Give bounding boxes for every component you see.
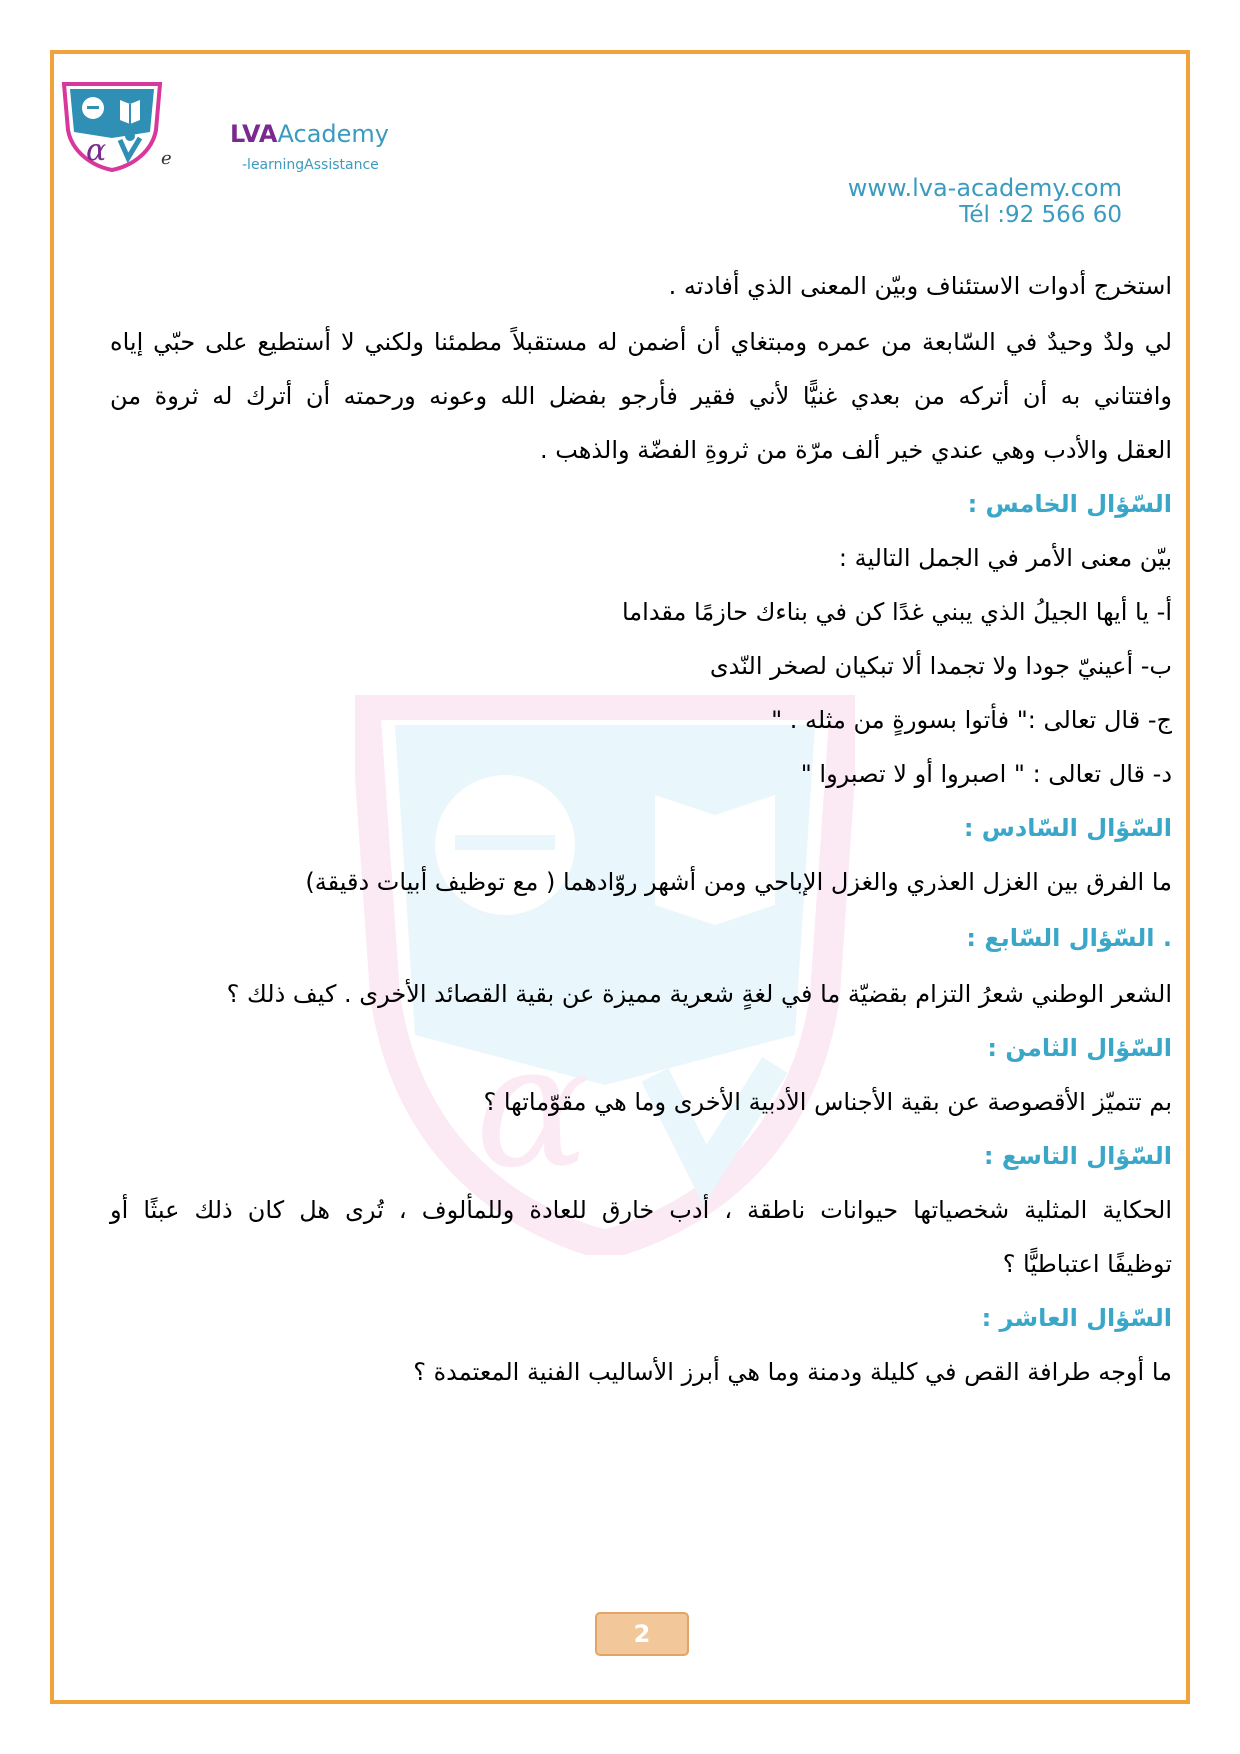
heading-question-10: السّؤال العاشر : (981, 1304, 1172, 1332)
heading-question-5: السّؤال الخامس : (967, 490, 1172, 518)
line-12: بم تتميّز الأقصوصة عن بقية الأجناس الأدبية الأخرى وما هي مقوّماتها ؟ (483, 1088, 1172, 1116)
line-15: ما أوجه طرافة القص في كليلة ودمنة وما هي أبرز الأساليب الفنية المعتمدة ؟ (413, 1358, 1172, 1386)
line-11: الشعر الوطني شعرُ التزام بقضيّة ما في لغةٍ شعرية مميزة عن بقية القصائد الأخرى . كيف ذلك ؟ (226, 980, 1172, 1008)
line-8: ج- قال تعالى :" فأتوا بسورةٍ من مثله . " (771, 706, 1172, 734)
brand-academy: Academy (277, 120, 389, 148)
page-number: 2 (595, 1612, 689, 1656)
line-10: ما الفرق بين الغزل العذري والغزل الإباحي ومن أشهر روّادهما ( مع توظيف أبيات دقيقة) (305, 868, 1172, 896)
brand-tagline: -learningAssistance (242, 157, 379, 173)
lva-academy-logo (58, 80, 166, 172)
brand-name (230, 120, 389, 148)
svg-text:α: α (86, 133, 107, 168)
heading-question-8: السّؤال الثامن : (987, 1034, 1172, 1062)
heading-question-6: السّؤال السّادس : (963, 814, 1172, 842)
line-14: توظيفًا اعتباطيًّا ؟ (1002, 1250, 1172, 1278)
website-link[interactable]: www.lva-academy.com (847, 174, 1122, 202)
heading-question-9: السّؤال التاسع : (983, 1142, 1172, 1170)
svg-text:α: α (475, 1008, 590, 1206)
watermark-shield-icon (355, 695, 855, 1255)
line-7: ب- أعينيّ جودا ولا تجمدا ألا تبكيان لصخر النّدى (709, 652, 1172, 680)
line-13: الحكاية المثلية شخصياتها حيوانات ناطقة ، أدب خارق للعادة وللمألوف ، تُرى هل كان ذلك عبثًا أو (110, 1196, 1172, 1224)
line-3: وافتتاني به أن أتركه من بعدي غنيًّا لأني فقير فأرجو بفضل الله وعونه ورحمته أن أترك له ثروة من (110, 382, 1172, 410)
line-1: استخرج أدوات الاستئناف وبيّن المعنى الذي أفادته . (668, 272, 1172, 300)
brand-lva: LVA (230, 120, 278, 148)
telephone: Tél :92 566 60 (959, 202, 1122, 228)
line-4: العقل والأدب وهي عندي خير ألف مرّة من ثروةِ الفضّة والذهب . (539, 436, 1172, 464)
line-6: أ- يا أيها الجيلُ الذي يبني غدًا كن في بناءك حازمًا مقداما (621, 598, 1172, 626)
logo-letter: e (161, 148, 172, 169)
heading-question-7: . السّؤال السّابع : (966, 924, 1172, 952)
line-5: بيّن معنى الأمر في الجمل التالية : (838, 544, 1172, 572)
line-2: لي ولدٌ وحيدٌ في السّابعة من عمره ومبتغاي أن أضمن له مستقبلاً مطمئنا ولكني لا أستطيع على حبّي إياه (110, 328, 1172, 356)
line-9: د- قال تعالى : " اصبروا أو لا تصبروا " (800, 760, 1172, 788)
